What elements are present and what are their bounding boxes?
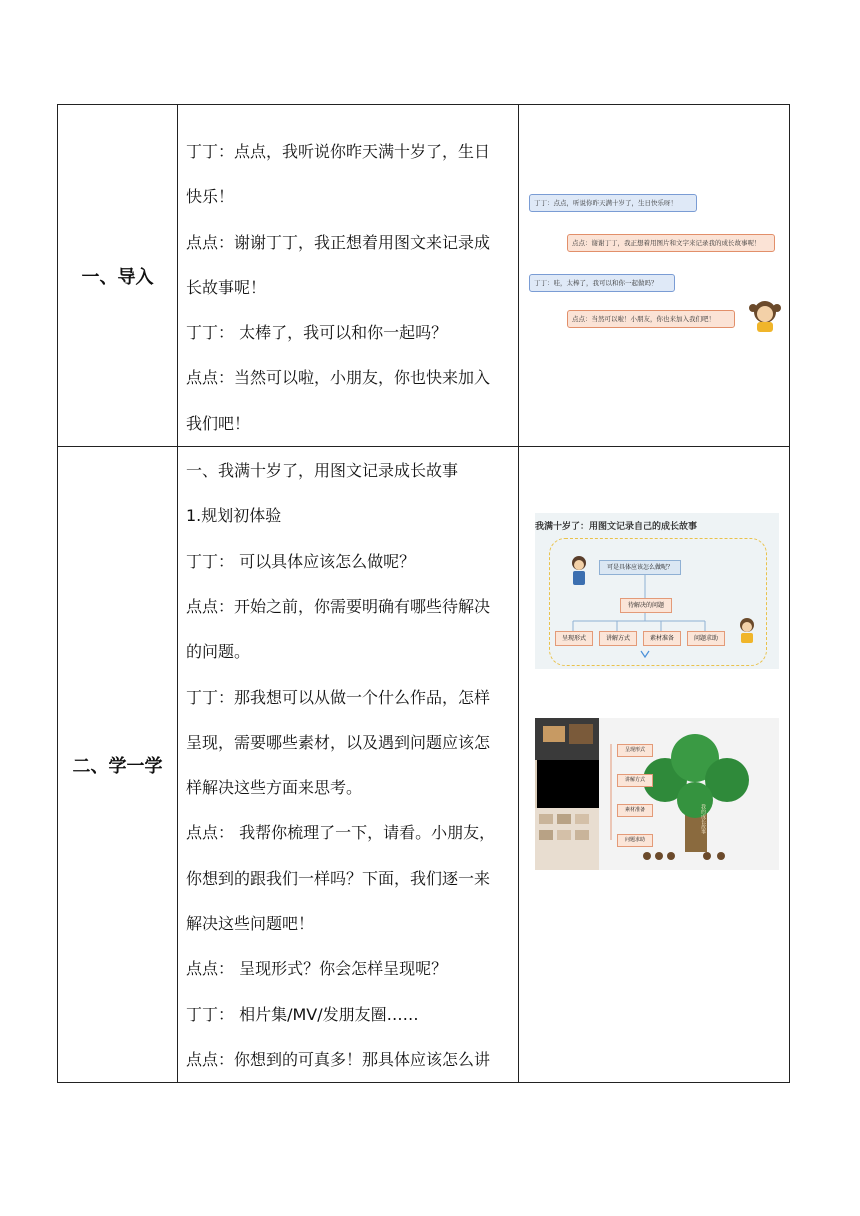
dialogue-line: 点点：当然可以啦，小朋友，你也快来加入	[186, 368, 491, 388]
plan-question-box: 可是具体应该怎么做呢？	[599, 560, 681, 575]
section-label-intro: 一、导入	[58, 105, 178, 447]
chat-illustration	[527, 190, 783, 335]
lesson-table	[57, 104, 790, 1083]
dialogue-line: 丁丁：点点，我听说你昨天满十岁了，生日	[186, 142, 491, 161]
dialogue-line: 长故事呢！	[186, 277, 267, 297]
plan-leaf-box: 问题求助	[687, 631, 725, 646]
dialogue-line: 样解决这些方面来思考。	[186, 778, 363, 798]
chat-bubble: 点点：当然可以啦！小朋友，你也来加入我们吧！	[567, 310, 735, 328]
dialogue-line: 解决这些问题吧！	[186, 914, 315, 934]
dialogue-line: 点点： 呈现形式？你会怎样呈现呢？	[186, 959, 448, 979]
tree-trunk-text: 我的成长故事	[700, 804, 706, 835]
dialogue-line: 的问题。	[186, 642, 251, 662]
dialogue-line: 1.规划初体验	[186, 506, 282, 526]
tree-label: 问题求助	[617, 834, 653, 847]
plan-title: 我满十岁了：用图文记录自己的成长故事	[535, 522, 698, 533]
redacted-block	[537, 760, 599, 808]
dialogue-line: 点点： 我帮你梳理了一下，请看。小朋友，	[186, 823, 496, 843]
dialogue-line: 点点：你想到的可真多！那具体应该怎么讲	[186, 1049, 491, 1069]
dialogue-line: 丁丁： 相片集/MV/发朋友圈……	[186, 1004, 419, 1024]
dialogue-line: 呈现，需要哪些素材，以及遇到问题应该怎	[186, 732, 491, 752]
intro-image-cell	[519, 105, 790, 447]
row-learn	[58, 447, 790, 1083]
dialogue-line: 丁丁：那我想可以从做一个什么作品，怎样	[186, 687, 491, 707]
dialogue-line: 点点：谢谢丁丁，我正想着用图文来记录成	[186, 232, 491, 252]
dialogue-intro	[178, 105, 519, 447]
dialogue-line: 我们吧！	[186, 413, 251, 433]
plan-middle-box: 待解决的问题	[620, 598, 672, 613]
dialogue-line: 丁丁： 可以具体应该怎么做呢？	[186, 551, 416, 571]
chat-bubble: 丁丁：哇，太棒了，我可以和你一起做吗？	[529, 274, 675, 292]
plan-leaf-box: 素材准备	[643, 631, 681, 646]
dialogue-line: 一、我满十岁了，用图文记录成长故事	[186, 461, 459, 481]
section-label-learn: 二、学一学	[58, 447, 178, 1083]
story-tree-image	[535, 718, 779, 870]
dialogue-learn	[178, 447, 519, 1083]
girl-character-icon	[747, 298, 783, 332]
plan-leaf-box: 呈现形式	[555, 631, 593, 646]
row-intro	[58, 105, 790, 447]
dialogue-line: 丁丁： 太棒了，我可以和你一起吗？	[186, 323, 448, 343]
dialogue-line: 点点：开始之前，你需要明确有哪些待解决	[186, 596, 491, 616]
chat-bubble: 点点：谢谢丁丁，我正想着用图片和文字来记录我的成长故事呢！	[567, 234, 775, 252]
plan-leaf-box: 讲解方式	[599, 631, 637, 646]
chat-bubble: 丁丁：点点，听说你昨天满十岁了，生日快乐呀！	[529, 194, 697, 212]
planning-diagram-image	[535, 513, 779, 669]
dialogue-line: 快乐！	[186, 187, 235, 207]
tree-label: 素材准备	[617, 804, 653, 817]
dialogue-line: 你想到的跟我们一样吗？下面，我们逐一来	[186, 868, 491, 888]
tree-label: 讲解方式	[617, 774, 653, 787]
tree-label: 呈现形式	[617, 744, 653, 757]
learn-image-cell	[519, 447, 790, 1083]
